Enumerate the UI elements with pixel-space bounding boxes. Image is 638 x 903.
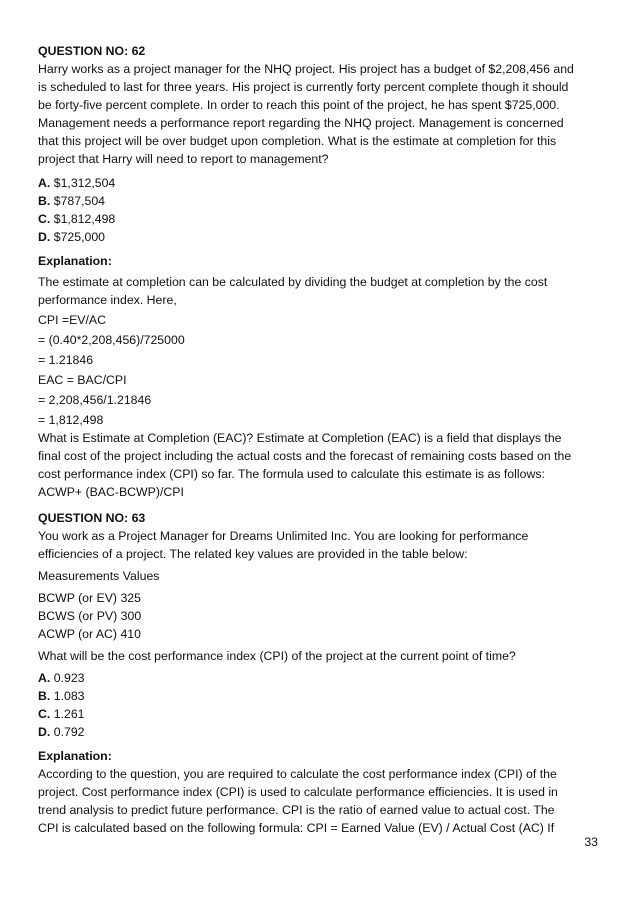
question-63-prompt: What will be the cost performance index (CPI) of the project at the current point of time? xyxy=(38,649,516,663)
question-62-explanation xyxy=(38,273,603,501)
option-letter: A. xyxy=(38,176,51,190)
explanation-line: = 1,812,498 xyxy=(38,413,104,427)
option-c xyxy=(38,705,603,723)
explanation-title: Explanation: xyxy=(38,254,112,268)
option-b xyxy=(38,687,603,705)
explanation-line: final cost of the project including the actual costs and the forecast of remaining costs based on the xyxy=(38,449,572,463)
option-letter: D. xyxy=(38,725,51,739)
values-table xyxy=(38,589,603,643)
explanation-line: = 2,208,456/1.21846 xyxy=(38,393,152,407)
option-letter: C. xyxy=(38,707,51,721)
explanation-line: trend analysis to predict future performance. CPI is the ratio of earned value to actual cost. The xyxy=(38,803,555,817)
document-page xyxy=(38,42,603,837)
explanation-line: ACWP+ (BAC-BCWP)/CPI xyxy=(38,485,184,499)
question-62-title: QUESTION NO: 62 xyxy=(38,44,146,58)
option-letter: A. xyxy=(38,671,51,685)
explanation-line: The estimate at completion can be calculated by dividing the budget at completion by the cost xyxy=(38,275,548,289)
question-line: You work as a Project Manager for Dreams Unlimited Inc. You are looking for performance xyxy=(38,529,529,543)
explanation-line: CPI is calculated based on the following formula: CPI = Earned Value (EV) / Actual Cost (AC) If xyxy=(38,821,555,835)
question-line: Management needs a performance report regarding the NHQ project. Management is concerned xyxy=(38,116,564,130)
page-number: 33 xyxy=(584,835,598,849)
option-a xyxy=(38,174,603,192)
table-row: ACWP (or AC) 410 xyxy=(38,627,141,641)
explanation-line: project. Cost performance index (CPI) is used to calculate performance efficiencies. It is used in xyxy=(38,785,558,799)
option-d xyxy=(38,723,603,741)
explanation-line: CPI =EV/AC xyxy=(38,313,106,327)
question-62-options xyxy=(38,174,603,246)
question-line: is scheduled to last for three years. His project is currently forty percent complete though it should xyxy=(38,80,569,94)
table-row: BCWP (or EV) 325 xyxy=(38,591,141,605)
explanation-line: EAC = BAC/CPI xyxy=(38,373,127,387)
question-line: that this project will be over budget upon completion. What is the estimate at completion for this xyxy=(38,134,557,148)
option-d xyxy=(38,228,603,246)
option-text: 0.923 xyxy=(50,671,85,685)
option-letter: D. xyxy=(38,230,51,244)
explanation-line: cost performance index (CPI) so far. The formula used to calculate this estimate is as follows: xyxy=(38,467,545,481)
option-letter: B. xyxy=(38,689,51,703)
question-line: Harry works as a project manager for the NHQ project. His project has a budget of $2,208,456 and xyxy=(38,62,574,76)
explanation-line: According to the question, you are required to calculate the cost performance index (CPI) of the xyxy=(38,767,557,781)
option-letter: C. xyxy=(38,212,51,226)
option-text: $1,812,498 xyxy=(50,212,116,226)
option-text: 1.261 xyxy=(50,707,85,721)
explanation-line: What is Estimate at Completion (EAC)? Estimate at Completion (EAC) is a field that displays the xyxy=(38,431,562,445)
explanation-line: = 1.21846 xyxy=(38,353,94,367)
question-63-explanation xyxy=(38,765,603,837)
question-line: be forty-five percent complete. In order to reach this point of the project, he has spent $725,000. xyxy=(38,98,560,112)
option-c xyxy=(38,210,603,228)
option-text: 0.792 xyxy=(50,725,85,739)
explanation-line: = (0.40*2,208,456)/725000 xyxy=(38,333,185,347)
table-row: BCWS (or PV) 300 xyxy=(38,609,142,623)
question-63-body xyxy=(38,527,603,563)
question-line: project that Harry will need to report to management? xyxy=(38,152,329,166)
option-text: $787,504 xyxy=(50,194,106,208)
option-text: $1,312,504 xyxy=(50,176,116,190)
table-header: Measurements Values xyxy=(38,569,160,583)
question-62-body xyxy=(38,60,603,168)
question-63-options xyxy=(38,669,603,741)
option-text: $725,000 xyxy=(50,230,106,244)
option-b xyxy=(38,192,603,210)
explanation-title: Explanation: xyxy=(38,749,112,763)
option-text: 1.083 xyxy=(50,689,85,703)
option-a xyxy=(38,669,603,687)
question-line: efficiencies of a project. The related key values are provided in the table below: xyxy=(38,547,468,561)
question-63-title: QUESTION NO: 63 xyxy=(38,511,146,525)
explanation-line: performance index. Here, xyxy=(38,293,177,307)
option-letter: B. xyxy=(38,194,51,208)
